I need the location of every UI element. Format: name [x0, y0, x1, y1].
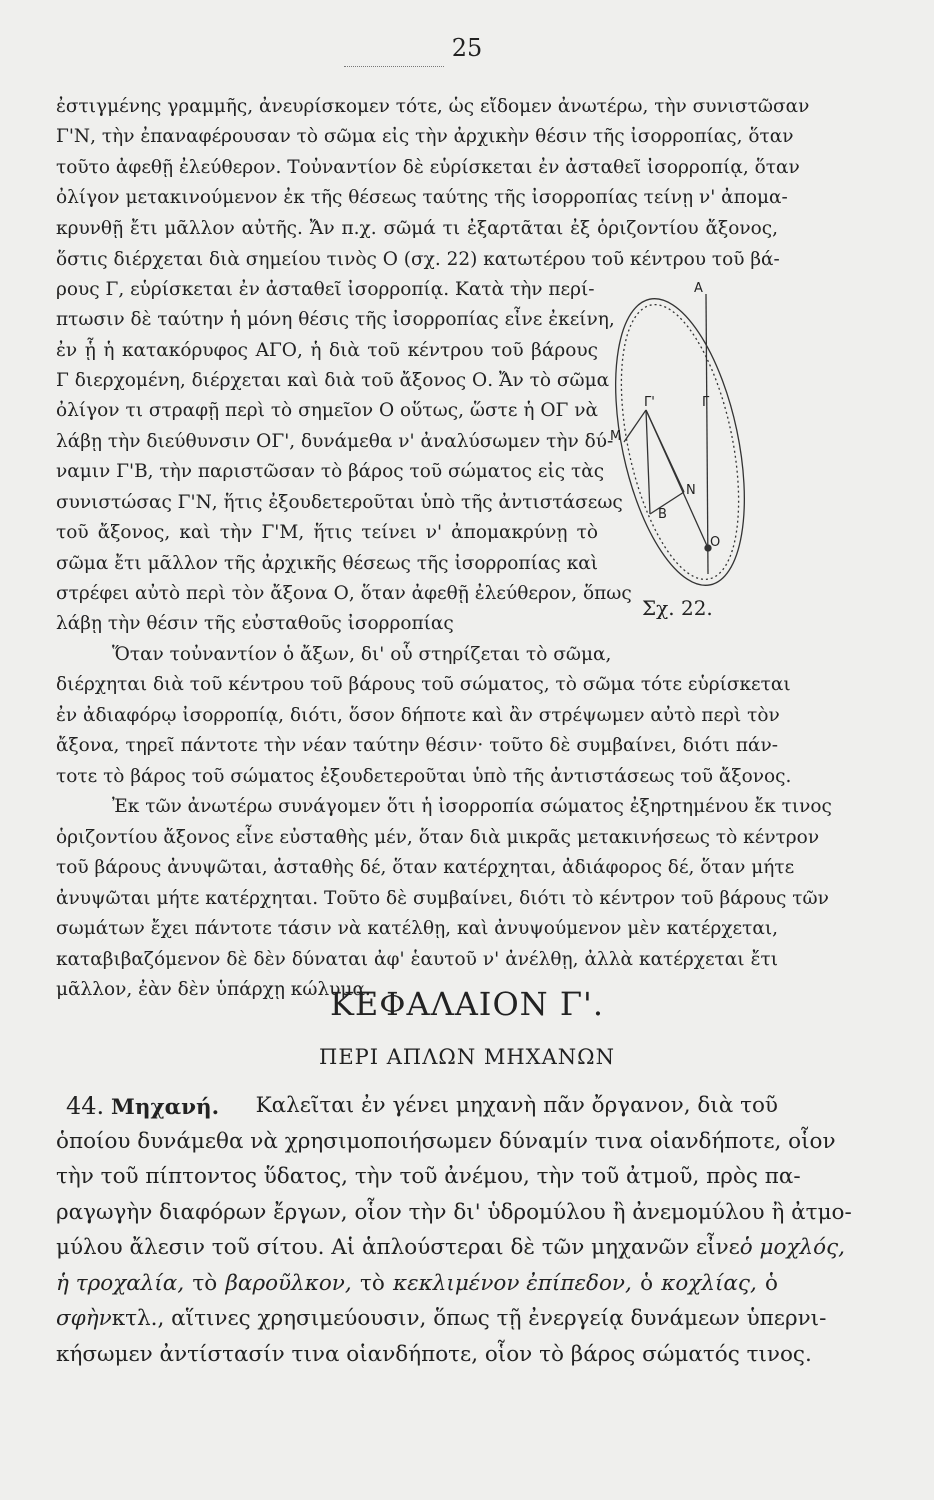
text-line: ἐν ᾗ ἡ κατακόρυφος ΑΓΟ, ἡ διὰ τοῦ κέντρου τοῦ βάρους [56, 340, 598, 361]
section-text: τὸ [359, 1271, 385, 1296]
section-text: ὁ [765, 1271, 778, 1296]
label-G: Γ [702, 395, 710, 410]
line-N-B [650, 492, 684, 514]
label-M: M [610, 429, 622, 444]
term-wedge: σφὴν [56, 1306, 112, 1331]
label-N: N [686, 483, 696, 498]
text-line: τοῦ ἄξονος, καὶ τὴν Γ'Μ, ἥτις τείνει ν' ἀπομακρύνῃ τὸ [56, 522, 598, 543]
text-line: μᾶλλον, ἐὰν δὲν ὑπάρχῃ κώλυμα. [56, 979, 371, 1000]
text-line: τοτε τὸ βάρος τοῦ σώματος ἐξουδετεροῦται ὑπὸ τῆς ἀντιστάσεως τοῦ ἄξονος. [56, 766, 792, 787]
text-line: ἄξονα, τηρεῖ πάντοτε τὴν νέαν ταύτην θέσιν· τοῦτο δὲ συμβαίνει, διότι πάν- [56, 735, 778, 756]
section-text: τὸ [192, 1271, 218, 1296]
text-line: ναμιν Γ'Β, τὴν παριστῶσαν τὸ βάρος τοῦ σώματος εἰς τὰς [56, 461, 605, 482]
section-number: 44. [66, 1092, 105, 1120]
vertical-line-AGO [706, 294, 708, 574]
text-line: ὀλίγον τι στραφῇ περὶ τὸ σημεῖον Ο οὕτως, ὥστε ἡ ΟΓ νὰ [56, 400, 598, 421]
term-screw: κοχλίας, [661, 1271, 757, 1296]
label-A: A [694, 282, 703, 296]
figure-caption: Σχ. 22. [642, 596, 713, 620]
term-inclined-plane: κεκλιμένον ἐπίπεδον, [393, 1271, 632, 1296]
header-rule [344, 66, 444, 67]
text-line: Ὅταν τοὐναντίον ὁ ἄξων, δι' οὗ στηρίζεται τὸ σῶμα, [112, 644, 612, 665]
text-line: πτωσιν δὲ ταύτην ἡ μόνη θέσις τῆς ἰσορροπίας εἶνε ἐκείνη, [56, 309, 615, 330]
text-line: ἀνυψῶται μήτε κατέρχηται. Τοῦτο δὲ συμβαίνει, διότι τὸ κέντρον τοῦ βάρους τῶν [56, 888, 829, 909]
body-hatching [608, 294, 748, 590]
section-text: Καλεῖται ἐν γένει μηχανὴ πᾶν ὄργανον, διὰ τοῦ [255, 1093, 778, 1118]
section-text: ὁ [640, 1271, 654, 1296]
page-number: 25 [451, 34, 483, 62]
text-line: τοῦ βάρους ἀνυψῶται, ἀσταθὴς δέ, ὅταν κατέρχηται, ἀδιάφορος δέ, ὅταν μήτε [56, 857, 795, 878]
text-line: σῶμα ἔτι μᾶλλον τῆς ἀρχικῆς θέσεως τῆς ἰσορροπίας καὶ [56, 553, 598, 574]
figure-22-diagram [608, 282, 748, 602]
term-lever: ὁ μοχλός, [739, 1235, 845, 1260]
text-line: ὅστις διέρχεται διὰ σημείου τινὸς Ο (σχ. 22) κατωτέρου τοῦ κέντρου τοῦ βά- [56, 249, 780, 270]
text-line: ὁριζοντίου ἄξονος εἶνε εὐσταθὴς μέν, ὅταν διὰ μικρᾶς μετακινήσεως τὸ κέντρον [56, 827, 820, 848]
section-heading: Μηχανή. [111, 1095, 220, 1120]
term-pulley: ἡ τροχαλία, [56, 1271, 185, 1296]
section-44-line-6 [56, 1271, 778, 1297]
section-text: κήσωμεν ἀντίστασίν τινα οἱανδήποτε, οἷον τὸ βάρος σώματός τινος. [56, 1342, 812, 1367]
body-outline [608, 287, 748, 597]
text-line: Γ'Ν, τὴν ἐπαναφέρουσαν τὸ σῶμα εἰς τὴν ἀρχικὴν θέσιν τῆς ἰσορροπίας, ὅταν [56, 126, 794, 147]
text-line: στρέφει αὐτὸ περὶ τὸν ἄξονα Ο, ὅταν ἀφεθῇ ἐλεύθερον, ὅπως [56, 583, 632, 604]
text-line: λάβῃ τὴν διεύθυνσιν ΟΓ', δυνάμεθα ν' ἀναλύσωμεν τὴν δύ- [56, 431, 614, 452]
section-44-line-7 [56, 1306, 827, 1332]
text-line: ἐν ἀδιαφόρῳ ἰσορροπίᾳ, διότι, ὅσον δήποτε καὶ ἂν στρέψωμεν αὐτὸ περὶ τὸν [56, 705, 780, 726]
section-text: ὁποίου δυνάμεθα νὰ χρησιμοποιήσωμεν δύναμίν τινα οἱανδήποτε, οἷον [56, 1129, 836, 1154]
text-line: τοῦτο ἀφεθῇ ἐλεύθερον. Τοὐναντίον δὲ εὑρίσκεται ἐν ἀσταθεῖ ἰσορροπίᾳ, ὅταν [56, 157, 800, 178]
chapter-title: ΚΕΦΑΛΑΙΟΝ Γ'. [329, 985, 605, 1023]
section-44-line-5 [56, 1235, 845, 1261]
text-line: κρυνθῇ ἔτι μᾶλλον αὐτῆς. Ἄν π.χ. σῶμά τι ἐξαρτᾶται ἐξ ὁριζοντίου ἄξονος, [56, 218, 778, 239]
text-line: διέρχηται διὰ τοῦ κέντρου τοῦ βάρους τοῦ σώματος, τὸ σῶμα τότε εὑρίσκεται [56, 674, 791, 695]
text-line: λάβῃ τὴν θέσιν τῆς εὐσταθοῦς ἰσορροπίας [56, 613, 454, 634]
label-O: O [710, 535, 721, 550]
term-winch: βαροῦλκον, [225, 1271, 352, 1296]
chapter-subtitle: ΠΕΡΙ ΑΠΛΩΝ ΜΗΧΑΝΩΝ [319, 1045, 615, 1069]
text-line: καταβιβαζόμενον δὲ δὲν δύναται ἀφ' ἑαυτοῦ ν' ἀνέλθῃ, ἀλλὰ κατέρχεται ἔτι [56, 949, 778, 970]
line-G1-N [646, 410, 684, 492]
text-line: ἐστιγμένης γραμμῆς, ἀνευρίσκομεν τότε, ὡς εἴδομεν ἀνωτέρω, τὴν συνιστῶσαν [56, 96, 810, 117]
text-line: ὀλίγον μετακινούμενον ἐκ τῆς θέσεως ταύτης τῆς ἰσορροπίας τείνῃ ν' ἀπομα- [56, 187, 788, 208]
label-B: B [658, 507, 667, 522]
section-text: μύλου ἄλεσιν τοῦ σίτου. Αἱ ἁπλούστεραι δὲ τῶν μηχανῶν εἶνε [56, 1235, 740, 1260]
text-line: σωμάτων ἔχει πάντοτε τάσιν νὰ κατέλθῃ, καὶ ἀνυψούμενον μὲν κατέρχεται, [56, 918, 778, 939]
section-44-line-1 [66, 1093, 778, 1121]
text-line: ρους Γ, εὑρίσκεται ἐν ἀσταθεῖ ἰσορροπίᾳ. Κατὰ τὴν περί- [56, 279, 595, 300]
section-text: κτλ., αἵτινες χρησιμεύουσιν, ὅπως τῇ ἐνεργείᾳ δυνάμεων ὑπερνι- [111, 1306, 827, 1331]
line-G1-M [624, 410, 646, 442]
line-G1-B [646, 410, 650, 514]
section-text: τὴν τοῦ πίπτοντος ὕδατος, τὴν τοῦ ἀνέμου, τὴν τοῦ ἀτμοῦ, πρὸς πα- [56, 1164, 801, 1189]
label-G-prime: Γ' [644, 395, 655, 410]
section-text: ραγωγὴν διαφόρων ἔργων, οἷον τὴν δι' ὑδρομύλου ἢ ἀνεμομύλου ἢ ἀτμο- [56, 1200, 852, 1225]
text-line: Γ διερχομένη, διέρχεται καὶ διὰ τοῦ ἄξονος Ο. Ἄν τὸ σῶμα [56, 370, 610, 391]
text-line: συνιστώσας Γ'Ν, ἥτις ἐξουδετεροῦται ὑπὸ τῆς ἀντιστάσεως [56, 492, 623, 513]
text-line: Ἐκ τῶν ἀνωτέρω συνάγομεν ὅτι ἡ ἰσορροπία σώματος ἐξηρτημένου ἔκ τινος [112, 796, 832, 817]
